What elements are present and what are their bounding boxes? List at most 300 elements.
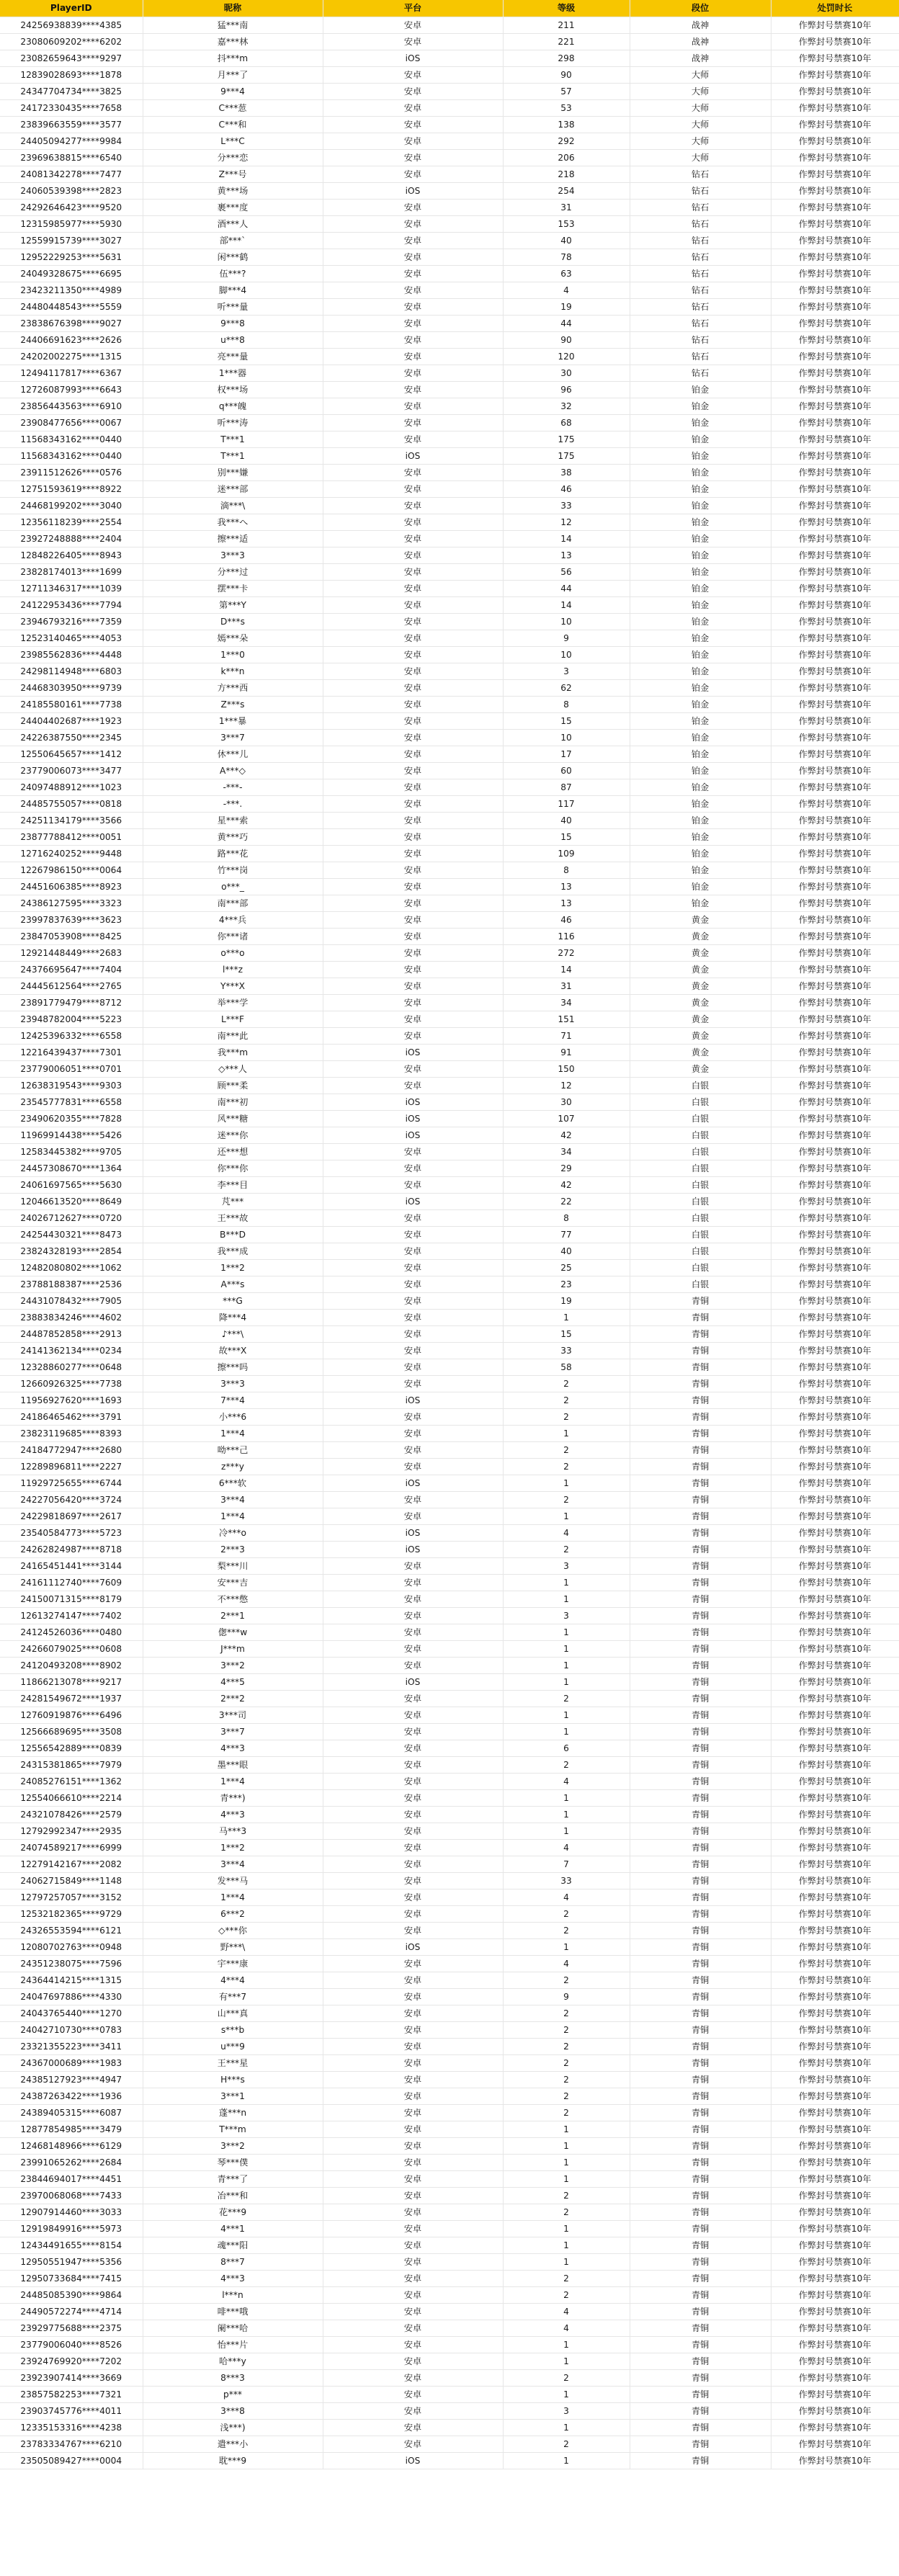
cell-player-id: 12559915739****3027 xyxy=(0,233,143,249)
cell-platform: 安卓 xyxy=(323,2221,503,2237)
cell-level: 13 xyxy=(503,895,630,912)
cell-player-id: 23839663559****3577 xyxy=(0,117,143,133)
table-row xyxy=(0,813,899,829)
table-row xyxy=(0,200,899,216)
cell-player-id: 12267986150****0064 xyxy=(0,862,143,879)
cell-rank: 青铜 xyxy=(630,1856,771,1873)
cell-rank: 钻石 xyxy=(630,316,771,332)
cell-platform: 安卓 xyxy=(323,117,503,133)
cell-rank: 白银 xyxy=(630,1276,771,1293)
table-row xyxy=(0,1293,899,1310)
cell-nickname: 顾***柔 xyxy=(143,1078,323,1094)
cell-player-id: 24321078426****2579 xyxy=(0,1807,143,1823)
table-row xyxy=(0,1558,899,1575)
cell-nickname: 听***量 xyxy=(143,299,323,316)
cell-rank: 青铜 xyxy=(630,2453,771,2469)
cell-level: 138 xyxy=(503,117,630,133)
cell-nickname: 2***3 xyxy=(143,1542,323,1558)
cell-player-id: 24074589217****6999 xyxy=(0,1840,143,1856)
cell-player-id: 23788188387****2536 xyxy=(0,1276,143,1293)
cell-level: 117 xyxy=(503,796,630,813)
cell-level: 23 xyxy=(503,1276,630,1293)
table-row xyxy=(0,2254,899,2271)
cell-nickname: o***_ xyxy=(143,879,323,895)
cell-penalty: 作弊封号禁赛10年 xyxy=(771,846,899,862)
table-row xyxy=(0,1094,899,1111)
cell-rank: 白银 xyxy=(630,1177,771,1194)
cell-penalty: 作弊封号禁赛10年 xyxy=(771,1061,899,1078)
table-row xyxy=(0,1989,899,2005)
cell-rank: 青铜 xyxy=(630,1376,771,1392)
cell-rank: 青铜 xyxy=(630,1459,771,1475)
table-row xyxy=(0,17,899,34)
cell-player-id: 23505089427****0004 xyxy=(0,2453,143,2469)
col-header-nickname: 昵称 xyxy=(143,0,323,17)
cell-rank: 铂金 xyxy=(630,763,771,779)
cell-rank: 钻石 xyxy=(630,183,771,200)
cell-level: 3 xyxy=(503,663,630,680)
cell-platform: 安卓 xyxy=(323,730,503,746)
table-row xyxy=(0,117,899,133)
cell-level: 175 xyxy=(503,448,630,465)
cell-player-id: 23924769920****7202 xyxy=(0,2353,143,2370)
cell-platform: 安卓 xyxy=(323,879,503,895)
cell-penalty: 作弊封号禁赛10年 xyxy=(771,133,899,150)
cell-rank: 钻石 xyxy=(630,200,771,216)
cell-penalty: 作弊封号禁赛10年 xyxy=(771,50,899,67)
table-row xyxy=(0,2387,899,2403)
cell-player-id: 24468199202****3040 xyxy=(0,498,143,514)
table-row xyxy=(0,282,899,299)
cell-platform: 安卓 xyxy=(323,2088,503,2105)
cell-player-id: 24376695647****7404 xyxy=(0,962,143,978)
cell-rank: 大师 xyxy=(630,150,771,166)
cell-nickname: 抖***m xyxy=(143,50,323,67)
cell-penalty: 作弊封号禁赛10年 xyxy=(771,1757,899,1774)
cell-level: 1 xyxy=(503,2453,630,2469)
cell-nickname: 琴***僕 xyxy=(143,2155,323,2171)
cell-rank: 青铜 xyxy=(630,1508,771,1525)
cell-player-id: 24172330435****7658 xyxy=(0,100,143,117)
cell-player-id: 23857582253****7321 xyxy=(0,2387,143,2403)
cell-platform: 安卓 xyxy=(323,2005,503,2022)
cell-player-id: 24485755057****0818 xyxy=(0,796,143,813)
cell-platform: 安卓 xyxy=(323,1956,503,1972)
cell-platform: 安卓 xyxy=(323,2370,503,2387)
cell-level: 218 xyxy=(503,166,630,183)
cell-level: 120 xyxy=(503,349,630,365)
cell-player-id: 12839028693****1878 xyxy=(0,67,143,84)
cell-platform: iOS xyxy=(323,50,503,67)
table-row xyxy=(0,1243,899,1260)
cell-rank: 白银 xyxy=(630,1144,771,1160)
cell-level: 2 xyxy=(503,1691,630,1707)
cell-penalty: 作弊封号禁赛10年 xyxy=(771,84,899,100)
cell-player-id: 24161112740****7609 xyxy=(0,1575,143,1591)
cell-penalty: 作弊封号禁赛10年 xyxy=(771,117,899,133)
cell-rank: 铂金 xyxy=(630,547,771,564)
cell-rank: 铂金 xyxy=(630,448,771,465)
cell-player-id: 11568343162****0440 xyxy=(0,431,143,448)
table-row xyxy=(0,978,899,995)
cell-platform: 安卓 xyxy=(323,1310,503,1326)
cell-rank: 青铜 xyxy=(630,2088,771,2105)
cell-rank: 青铜 xyxy=(630,1525,771,1542)
cell-penalty: 作弊封号禁赛10年 xyxy=(771,1343,899,1359)
cell-rank: 黄金 xyxy=(630,929,771,945)
cell-nickname: 山***真 xyxy=(143,2005,323,2022)
col-header-penalty: 处罚时长 xyxy=(771,0,899,17)
cell-penalty: 作弊封号禁赛10年 xyxy=(771,614,899,630)
cell-player-id: 12328860277****0648 xyxy=(0,1359,143,1376)
cell-level: 4 xyxy=(503,2304,630,2320)
cell-rank: 白银 xyxy=(630,1111,771,1127)
cell-player-id: 23540584773****5723 xyxy=(0,1525,143,1542)
cell-nickname: 魂***阳 xyxy=(143,2237,323,2254)
cell-level: 2 xyxy=(503,2105,630,2121)
cell-player-id: 23883834246****4602 xyxy=(0,1310,143,1326)
table-row xyxy=(0,382,899,398)
cell-level: 1 xyxy=(503,1475,630,1492)
cell-nickname: 路***花 xyxy=(143,846,323,862)
cell-nickname: 1***2 xyxy=(143,1840,323,1856)
cell-platform: 安卓 xyxy=(323,166,503,183)
cell-penalty: 作弊封号禁赛10年 xyxy=(771,1475,899,1492)
cell-platform: 安卓 xyxy=(323,1923,503,1939)
table-row xyxy=(0,730,899,746)
cell-nickname: 有***7 xyxy=(143,1989,323,2005)
cell-nickname: 分***恋 xyxy=(143,150,323,166)
cell-rank: 青铜 xyxy=(630,1624,771,1641)
cell-rank: 青铜 xyxy=(630,1542,771,1558)
cell-player-id: 24185580161****7738 xyxy=(0,697,143,713)
cell-platform: 安卓 xyxy=(323,249,503,266)
cell-penalty: 作弊封号禁赛10年 xyxy=(771,183,899,200)
cell-rank: 青铜 xyxy=(630,2055,771,2072)
cell-level: 1 xyxy=(503,1807,630,1823)
cell-platform: 安卓 xyxy=(323,1243,503,1260)
cell-rank: 黄金 xyxy=(630,1028,771,1045)
cell-level: 34 xyxy=(503,1144,630,1160)
table-row xyxy=(0,862,899,879)
cell-player-id: 23927248888****2404 xyxy=(0,531,143,547)
cell-level: 1 xyxy=(503,1591,630,1608)
cell-level: 4 xyxy=(503,282,630,299)
cell-penalty: 作弊封号禁赛10年 xyxy=(771,1409,899,1426)
table-row xyxy=(0,912,899,929)
cell-platform: 安卓 xyxy=(323,1740,503,1757)
table-row xyxy=(0,1906,899,1923)
table-row xyxy=(0,1525,899,1542)
cell-rank: 白银 xyxy=(630,1094,771,1111)
cell-platform: 安卓 xyxy=(323,929,503,945)
cell-platform: iOS xyxy=(323,1127,503,1144)
cell-nickname: 脚***4 xyxy=(143,282,323,299)
cell-nickname: 王***故 xyxy=(143,1210,323,1227)
cell-nickname: 1***2 xyxy=(143,1260,323,1276)
cell-player-id: 12523140465****4053 xyxy=(0,630,143,647)
cell-level: 272 xyxy=(503,945,630,962)
table-row xyxy=(0,1873,899,1889)
cell-rank: 白银 xyxy=(630,1260,771,1276)
cell-platform: 安卓 xyxy=(323,796,503,813)
table-row xyxy=(0,1856,899,1873)
cell-player-id: 24485085390****9864 xyxy=(0,2287,143,2304)
cell-penalty: 作弊封号禁赛10年 xyxy=(771,763,899,779)
cell-level: 292 xyxy=(503,133,630,150)
cell-level: 56 xyxy=(503,564,630,581)
cell-level: 4 xyxy=(503,1956,630,1972)
cell-platform: iOS xyxy=(323,1525,503,1542)
cell-rank: 铂金 xyxy=(630,614,771,630)
cell-nickname: 3***3 xyxy=(143,1376,323,1392)
cell-player-id: 11568343162****0440 xyxy=(0,448,143,465)
cell-level: 2 xyxy=(503,1492,630,1508)
cell-platform: iOS xyxy=(323,1475,503,1492)
cell-penalty: 作弊封号禁赛10年 xyxy=(771,2121,899,2138)
cell-level: 298 xyxy=(503,50,630,67)
cell-rank: 黄金 xyxy=(630,1061,771,1078)
cell-penalty: 作弊封号禁赛10年 xyxy=(771,2088,899,2105)
cell-level: 25 xyxy=(503,1260,630,1276)
cell-player-id: 11956927620****1693 xyxy=(0,1392,143,1409)
cell-level: 10 xyxy=(503,730,630,746)
cell-penalty: 作弊封号禁赛10年 xyxy=(771,1823,899,1840)
cell-level: 22 xyxy=(503,1194,630,1210)
cell-nickname: 发***马 xyxy=(143,1873,323,1889)
cell-platform: 安卓 xyxy=(323,2022,503,2039)
cell-player-id: 12919849916****5973 xyxy=(0,2221,143,2237)
cell-penalty: 作弊封号禁赛10年 xyxy=(771,1542,899,1558)
table-row xyxy=(0,67,899,84)
table-row xyxy=(0,1392,899,1409)
cell-level: 15 xyxy=(503,829,630,846)
cell-level: 2 xyxy=(503,1409,630,1426)
cell-player-id: 23828174013****1699 xyxy=(0,564,143,581)
cell-penalty: 作弊封号禁赛10年 xyxy=(771,2171,899,2188)
cell-player-id: 24451606385****8923 xyxy=(0,879,143,895)
cell-rank: 青铜 xyxy=(630,2320,771,2337)
table-row xyxy=(0,166,899,183)
cell-platform: 安卓 xyxy=(323,498,503,514)
table-row xyxy=(0,2237,899,2254)
col-header-rank: 段位 xyxy=(630,0,771,17)
cell-nickname: u***9 xyxy=(143,2039,323,2055)
table-row xyxy=(0,1591,899,1608)
cell-level: 2 xyxy=(503,2204,630,2221)
table-row xyxy=(0,895,899,912)
cell-nickname: 青***) xyxy=(143,1790,323,1807)
cell-nickname: 举***学 xyxy=(143,995,323,1011)
cell-player-id: 12550645657****1412 xyxy=(0,746,143,763)
col-header-platform: 平台 xyxy=(323,0,503,17)
cell-player-id: 24226387550****2345 xyxy=(0,730,143,746)
cell-level: 57 xyxy=(503,84,630,100)
cell-rank: 黄金 xyxy=(630,1045,771,1061)
cell-player-id: 24254430321****8473 xyxy=(0,1227,143,1243)
cell-level: 38 xyxy=(503,465,630,481)
cell-platform: 安卓 xyxy=(323,2403,503,2420)
table-row xyxy=(0,1160,899,1177)
cell-platform: 安卓 xyxy=(323,332,503,349)
table-row xyxy=(0,1823,899,1840)
cell-level: 19 xyxy=(503,299,630,316)
cell-platform: 安卓 xyxy=(323,1558,503,1575)
cell-nickname: k***n xyxy=(143,663,323,680)
cell-rank: 青铜 xyxy=(630,2420,771,2436)
cell-rank: 铂金 xyxy=(630,796,771,813)
cell-player-id: 11866213078****9217 xyxy=(0,1674,143,1691)
cell-penalty: 作弊封号禁赛10年 xyxy=(771,1127,899,1144)
cell-nickname: 1***4 xyxy=(143,1508,323,1525)
cell-player-id: 12494117817****6367 xyxy=(0,365,143,382)
cell-platform: 安卓 xyxy=(323,1011,503,1028)
cell-platform: 安卓 xyxy=(323,1177,503,1194)
cell-rank: 钻石 xyxy=(630,166,771,183)
table-row xyxy=(0,1426,899,1442)
cell-rank: 青铜 xyxy=(630,1575,771,1591)
cell-platform: 安卓 xyxy=(323,1823,503,1840)
cell-rank: 青铜 xyxy=(630,1409,771,1426)
cell-rank: 铂金 xyxy=(630,829,771,846)
cell-nickname: 梨***川 xyxy=(143,1558,323,1575)
table-row xyxy=(0,1674,899,1691)
table-row xyxy=(0,1260,899,1276)
cell-penalty: 作弊封号禁赛10年 xyxy=(771,2304,899,2320)
cell-penalty: 作弊封号禁赛10年 xyxy=(771,1807,899,1823)
cell-penalty: 作弊封号禁赛10年 xyxy=(771,1591,899,1608)
cell-level: 1 xyxy=(503,1658,630,1674)
cell-player-id: 24097488912****1023 xyxy=(0,779,143,796)
cell-rank: 青铜 xyxy=(630,2039,771,2055)
cell-penalty: 作弊封号禁赛10年 xyxy=(771,2105,899,2121)
cell-nickname: 滴***\ xyxy=(143,498,323,514)
cell-nickname: 2***1 xyxy=(143,1608,323,1624)
cell-player-id: 12950733684****7415 xyxy=(0,2271,143,2287)
cell-platform: 安卓 xyxy=(323,763,503,779)
cell-nickname: 3***司 xyxy=(143,1707,323,1724)
cell-rank: 铂金 xyxy=(630,431,771,448)
cell-nickname: 部***` xyxy=(143,233,323,249)
cell-rank: 青铜 xyxy=(630,2287,771,2304)
cell-level: 3 xyxy=(503,2403,630,2420)
cell-level: 1 xyxy=(503,2121,630,2138)
cell-platform: 安卓 xyxy=(323,1807,503,1823)
cell-nickname: 芃*** xyxy=(143,1194,323,1210)
cell-rank: 铂金 xyxy=(630,465,771,481)
cell-player-id: 12877854985****3479 xyxy=(0,2121,143,2138)
cell-level: 1 xyxy=(503,1508,630,1525)
cell-penalty: 作弊封号禁赛10年 xyxy=(771,1492,899,1508)
cell-penalty: 作弊封号禁赛10年 xyxy=(771,2072,899,2088)
cell-level: 33 xyxy=(503,1343,630,1359)
cell-platform: iOS xyxy=(323,1392,503,1409)
cell-player-id: 12952229253****5631 xyxy=(0,249,143,266)
cell-level: 2 xyxy=(503,2088,630,2105)
cell-platform: 安卓 xyxy=(323,746,503,763)
cell-penalty: 作弊封号禁赛10年 xyxy=(771,1243,899,1260)
cell-rank: 铂金 xyxy=(630,481,771,498)
cell-penalty: 作弊封号禁赛10年 xyxy=(771,2155,899,2171)
table-row xyxy=(0,663,899,680)
cell-platform: iOS xyxy=(323,2453,503,2469)
cell-nickname: 冶***和 xyxy=(143,2188,323,2204)
cell-platform: 安卓 xyxy=(323,962,503,978)
cell-rank: 钻石 xyxy=(630,266,771,282)
cell-player-id: 23908477656****0067 xyxy=(0,415,143,431)
cell-penalty: 作弊封号禁赛10年 xyxy=(771,1359,899,1376)
cell-player-id: 24406691623****2626 xyxy=(0,332,143,349)
cell-level: 31 xyxy=(503,978,630,995)
cell-platform: 安卓 xyxy=(323,1873,503,1889)
cell-player-id: 23903745776****4011 xyxy=(0,2403,143,2420)
cell-nickname: B***D xyxy=(143,1227,323,1243)
cell-player-id: 23779006040****8526 xyxy=(0,2337,143,2353)
cell-player-id: 24404402687****1923 xyxy=(0,713,143,730)
cell-level: 9 xyxy=(503,1989,630,2005)
cell-level: 33 xyxy=(503,498,630,514)
cell-player-id: 24165451441****3144 xyxy=(0,1558,143,1575)
cell-penalty: 作弊封号禁赛10年 xyxy=(771,1028,899,1045)
table-row xyxy=(0,1061,899,1078)
col-header-level: 等级 xyxy=(503,0,630,17)
cell-platform: 安卓 xyxy=(323,2387,503,2403)
cell-player-id: 11969914438****5426 xyxy=(0,1127,143,1144)
cell-penalty: 作弊封号禁赛10年 xyxy=(771,1674,899,1691)
cell-nickname: 1***4 xyxy=(143,1774,323,1790)
cell-platform: 安卓 xyxy=(323,34,503,50)
cell-nickname: C***和 xyxy=(143,117,323,133)
cell-penalty: 作弊封号禁赛10年 xyxy=(771,2055,899,2072)
table-row xyxy=(0,2105,899,2121)
cell-level: 2 xyxy=(503,1442,630,1459)
table-row xyxy=(0,614,899,630)
table-row xyxy=(0,1144,899,1160)
cell-penalty: 作弊封号禁赛10年 xyxy=(771,2370,899,2387)
table-row xyxy=(0,531,899,547)
cell-level: 44 xyxy=(503,316,630,332)
cell-player-id: 24457308670****1364 xyxy=(0,1160,143,1177)
cell-player-id: 23779006051****0701 xyxy=(0,1061,143,1078)
cell-player-id: 24389405315****6087 xyxy=(0,2105,143,2121)
cell-platform: 安卓 xyxy=(323,1210,503,1227)
table-row xyxy=(0,2370,899,2387)
cell-rank: 钻石 xyxy=(630,249,771,266)
cell-rank: 青铜 xyxy=(630,1492,771,1508)
table-row xyxy=(0,1194,899,1210)
table-row xyxy=(0,50,899,67)
cell-player-id: 12751593619****8922 xyxy=(0,481,143,498)
table-row xyxy=(0,1459,899,1475)
cell-level: 4 xyxy=(503,1889,630,1906)
cell-player-id: 12216439437****7301 xyxy=(0,1045,143,1061)
cell-penalty: 作弊封号禁赛10年 xyxy=(771,929,899,945)
cell-nickname: 南***初 xyxy=(143,1094,323,1111)
table-row xyxy=(0,2221,899,2237)
cell-penalty: 作弊封号禁赛10年 xyxy=(771,2254,899,2271)
cell-rank: 青铜 xyxy=(630,2204,771,2221)
cell-platform: iOS xyxy=(323,1045,503,1061)
cell-nickname: 亮***量 xyxy=(143,349,323,365)
cell-platform: 安卓 xyxy=(323,1376,503,1392)
cell-nickname: 3***8 xyxy=(143,2403,323,2420)
cell-rank: 铂金 xyxy=(630,680,771,697)
cell-rank: 青铜 xyxy=(630,1293,771,1310)
cell-rank: 铂金 xyxy=(630,647,771,663)
cell-player-id: 23783334767****6210 xyxy=(0,2436,143,2453)
cell-level: 150 xyxy=(503,1061,630,1078)
cell-player-id: 24049328675****6695 xyxy=(0,266,143,282)
